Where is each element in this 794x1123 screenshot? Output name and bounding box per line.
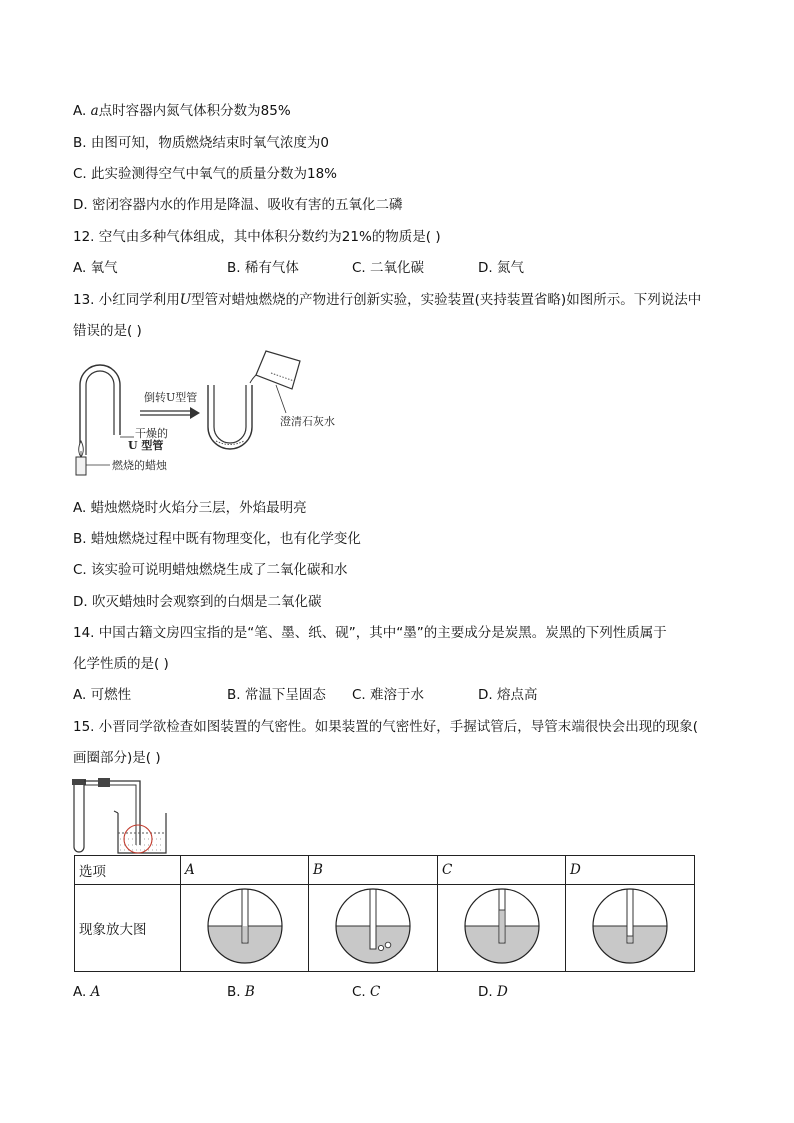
q14-stem: 14. 中国古籍文房四宝指的是“笔、墨、纸、砚”，其中“墨”的主要成分是炭黑。炭黑的下列性质属于	[73, 625, 667, 641]
q13-stem-line2: 错误的是( )	[73, 323, 142, 339]
q13-stem: 13. 小红同学利用U型管对蜡烛燃烧的产物进行创新实验，实验装置(夹持装置省略)如图所示。下列说法中	[73, 292, 702, 308]
option-d-zoom-image	[590, 886, 670, 966]
q14-option-c: C. 难溶于水	[352, 687, 425, 703]
q15-stem: 15. 小晋同学欲检查如图装置的气密性。如果装置的气密性好，手握试管后，导管末端很快会出现的现象(	[73, 719, 699, 735]
limewater-label: 澄清石灰水	[280, 415, 335, 428]
q12-option-a: A. 氧气	[73, 260, 118, 276]
option-b-image-cell	[309, 885, 438, 972]
q13-apparatus-figure	[66, 345, 356, 480]
q13-option-d: D. 吹灭蜡烛时会观察到的白烟是二氧化碳	[73, 594, 322, 610]
option-a-image-cell	[181, 885, 309, 972]
q15-options-table	[74, 855, 695, 972]
q14-stem-line2: 化学性质的是( )	[73, 656, 169, 672]
arrow-label: 倒转U型管	[144, 391, 198, 404]
q13-option-c: C. 该实验可说明蜡烛燃烧生成了二氧化碳和水	[73, 562, 348, 578]
q15-apparatus-figure	[70, 773, 180, 855]
q13-option-a: A. 蜡烛燃烧时火焰分三层，外焰最明亮	[73, 500, 307, 516]
q15-answer-a: A. A	[73, 984, 101, 1000]
q15-answer-b: B. B	[227, 984, 255, 1000]
q11-option-a: A. a点时容器内氮气体积分数为85%	[73, 103, 291, 119]
dry-tube-label-1: 干燥的	[135, 427, 168, 440]
row-label-cell: 现象放大图	[75, 885, 181, 972]
option-d-image-cell	[566, 885, 695, 972]
option-b-zoom-image	[333, 886, 413, 966]
dry-tube-label-2: U 型管	[128, 439, 164, 452]
q14-option-a: A. 可燃性	[73, 687, 132, 703]
q15-answer-d: D. D	[478, 984, 508, 1000]
q11-option-d: D. 密闭容器内水的作用是降温、吸收有害的五氧化二磷	[73, 197, 403, 213]
q11-option-c: C. 此实验测得空气中氧气的质量分数为18%	[73, 166, 338, 182]
q14-option-d: D. 熔点高	[478, 687, 538, 703]
column-b-header: B	[309, 856, 438, 885]
option-a-zoom-image	[205, 886, 285, 966]
table-header-row	[75, 856, 695, 885]
q14-option-b: B. 常温下呈固态	[227, 687, 326, 703]
q11-option-b: B. 由图可知，物质燃烧结束时氧气浓度为0	[73, 135, 329, 151]
option-c-zoom-image	[462, 886, 542, 966]
column-c-header: C	[438, 856, 566, 885]
header-label-cell: 选项	[75, 856, 181, 885]
q13-option-b: B. 蜡烛燃烧过程中既有物理变化，也有化学变化	[73, 531, 361, 547]
option-c-image-cell	[438, 885, 566, 972]
q12-option-b: B. 稀有气体	[227, 260, 299, 276]
q12-option-c: C. 二氧化碳	[352, 260, 425, 276]
q12-option-d: D. 氮气	[478, 260, 524, 276]
q15-stem-line2: 画圈部分)是( )	[73, 750, 161, 766]
q12-stem: 12. 空气由多种气体组成，其中体积分数约为21%的物质是( )	[73, 229, 441, 245]
column-a-header: A	[181, 856, 309, 885]
candle-label: 燃烧的蜡烛	[112, 459, 167, 472]
q15-answer-c: C. C	[352, 984, 381, 1000]
column-d-header: D	[566, 856, 695, 885]
table-image-row	[75, 885, 695, 972]
